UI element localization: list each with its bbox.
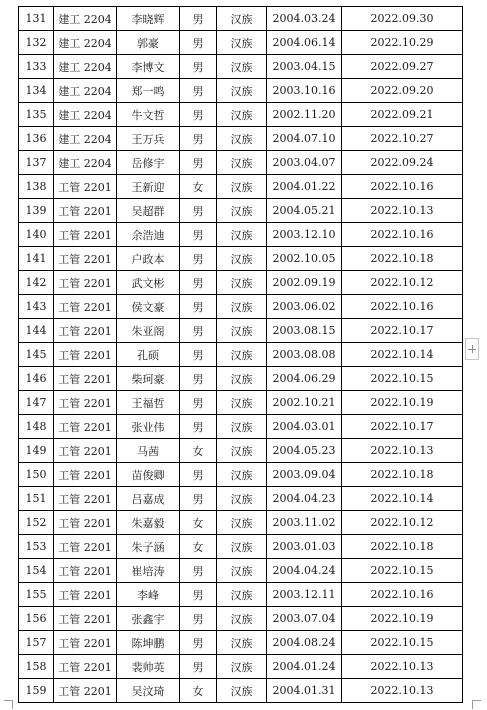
table-body <box>19 7 463 703</box>
ethnicity-cell: 汉族 <box>217 559 267 583</box>
birth-date-cell: 2004.01.22 <box>267 175 342 199</box>
class-cell: 工管 2201 <box>54 343 117 367</box>
row-number-cell: 155 <box>19 583 54 607</box>
row-number-cell: 158 <box>19 655 54 679</box>
row-number-cell: 159 <box>19 679 54 703</box>
birth-date-cell: 2003.08.15 <box>267 319 342 343</box>
table-row <box>19 655 463 679</box>
birth-date-cell: 2003.11.02 <box>267 511 342 535</box>
class-cell: 工管 2201 <box>54 511 117 535</box>
table-row <box>19 271 463 295</box>
class-cell: 工管 2201 <box>54 271 117 295</box>
birth-date-cell: 2003.10.16 <box>267 79 342 103</box>
class-cell: 工管 2201 <box>54 631 117 655</box>
birth-date-cell: 2003.06.02 <box>267 295 342 319</box>
gender-cell: 男 <box>180 247 217 271</box>
table-row <box>19 223 463 247</box>
class-cell: 工管 2201 <box>54 535 117 559</box>
table-row <box>19 319 463 343</box>
name-cell: 李晓辉 <box>117 7 180 31</box>
gender-cell: 女 <box>180 175 217 199</box>
gender-cell: 男 <box>180 55 217 79</box>
class-cell: 建工 2204 <box>54 31 117 55</box>
table-row <box>19 79 463 103</box>
class-cell: 工管 2201 <box>54 607 117 631</box>
birth-date-cell: 2002.09.19 <box>267 271 342 295</box>
gender-cell: 男 <box>180 391 217 415</box>
row-number-cell: 157 <box>19 631 54 655</box>
birth-date-cell: 2004.08.24 <box>267 631 342 655</box>
class-cell: 工管 2201 <box>54 559 117 583</box>
gender-cell: 男 <box>180 631 217 655</box>
join-date-cell: 2022.10.13 <box>342 679 463 703</box>
gender-cell: 男 <box>180 463 217 487</box>
birth-date-cell: 2004.05.21 <box>267 199 342 223</box>
join-date-cell: 2022.10.27 <box>342 127 463 151</box>
page-corner-mark-left <box>4 700 13 709</box>
class-cell: 工管 2201 <box>54 439 117 463</box>
name-cell: 户政本 <box>117 247 180 271</box>
row-number-cell: 132 <box>19 31 54 55</box>
join-date-cell: 2022.10.14 <box>342 487 463 511</box>
row-number-cell: 131 <box>19 7 54 31</box>
class-cell: 建工 2204 <box>54 151 117 175</box>
name-cell: 苗俊卿 <box>117 463 180 487</box>
ethnicity-cell: 汉族 <box>217 103 267 127</box>
name-cell: 崔培涛 <box>117 559 180 583</box>
join-date-cell: 2022.10.18 <box>342 535 463 559</box>
class-cell: 建工 2204 <box>54 7 117 31</box>
ethnicity-cell: 汉族 <box>217 79 267 103</box>
row-number-cell: 151 <box>19 487 54 511</box>
name-cell: 张鑫宇 <box>117 607 180 631</box>
ethnicity-cell: 汉族 <box>217 415 267 439</box>
row-number-cell: 143 <box>19 295 54 319</box>
class-cell: 工管 2201 <box>54 391 117 415</box>
gender-cell: 男 <box>180 271 217 295</box>
birth-date-cell: 2004.06.14 <box>267 31 342 55</box>
join-date-cell: 2022.09.30 <box>342 7 463 31</box>
join-date-cell: 2022.10.15 <box>342 367 463 391</box>
table-row <box>19 631 463 655</box>
gender-cell: 男 <box>180 103 217 127</box>
row-number-cell: 138 <box>19 175 54 199</box>
birth-date-cell: 2004.03.01 <box>267 415 342 439</box>
ethnicity-cell: 汉族 <box>217 199 267 223</box>
gender-cell: 女 <box>180 439 217 463</box>
table-row <box>19 607 463 631</box>
gender-cell: 女 <box>180 679 217 703</box>
gender-cell: 男 <box>180 31 217 55</box>
join-date-cell: 2022.10.16 <box>342 295 463 319</box>
table-row <box>19 7 463 31</box>
name-cell: 朱嘉毅 <box>117 511 180 535</box>
birth-date-cell: 2004.06.29 <box>267 367 342 391</box>
row-number-cell: 146 <box>19 367 54 391</box>
name-cell: 侯文豪 <box>117 295 180 319</box>
row-number-cell: 150 <box>19 463 54 487</box>
class-cell: 工管 2201 <box>54 415 117 439</box>
row-number-cell: 137 <box>19 151 54 175</box>
ethnicity-cell: 汉族 <box>217 583 267 607</box>
ethnicity-cell: 汉族 <box>217 463 267 487</box>
gender-cell: 男 <box>180 607 217 631</box>
table-row <box>19 463 463 487</box>
table-row <box>19 295 463 319</box>
join-date-cell: 2022.09.21 <box>342 103 463 127</box>
ethnicity-cell: 汉族 <box>217 55 267 79</box>
name-cell: 柴珂豪 <box>117 367 180 391</box>
table-row <box>19 103 463 127</box>
page-corner-mark-right <box>472 700 481 709</box>
ethnicity-cell: 汉族 <box>217 535 267 559</box>
table-row <box>19 583 463 607</box>
name-cell: 陈坤鹏 <box>117 631 180 655</box>
birth-date-cell: 2003.09.04 <box>267 463 342 487</box>
table-row <box>19 439 463 463</box>
table-row <box>19 391 463 415</box>
ethnicity-cell: 汉族 <box>217 247 267 271</box>
class-cell: 建工 2204 <box>54 103 117 127</box>
join-date-cell: 2022.10.12 <box>342 511 463 535</box>
row-number-cell: 139 <box>19 199 54 223</box>
join-date-cell: 2022.10.18 <box>342 463 463 487</box>
join-date-cell: 2022.09.27 <box>342 55 463 79</box>
join-date-cell: 2022.10.19 <box>342 391 463 415</box>
birth-date-cell: 2003.04.07 <box>267 151 342 175</box>
gender-cell: 男 <box>180 199 217 223</box>
row-number-cell: 136 <box>19 127 54 151</box>
student-table <box>18 6 463 703</box>
name-cell: 王万兵 <box>117 127 180 151</box>
join-date-cell: 2022.10.18 <box>342 247 463 271</box>
class-cell: 工管 2201 <box>54 319 117 343</box>
table-row <box>19 31 463 55</box>
table-row <box>19 535 463 559</box>
ethnicity-cell: 汉族 <box>217 7 267 31</box>
class-cell: 工管 2201 <box>54 247 117 271</box>
table-row <box>19 127 463 151</box>
class-cell: 建工 2204 <box>54 55 117 79</box>
join-date-cell: 2022.10.15 <box>342 631 463 655</box>
gender-cell: 男 <box>180 295 217 319</box>
ethnicity-cell: 汉族 <box>217 367 267 391</box>
ethnicity-cell: 汉族 <box>217 223 267 247</box>
name-cell: 郑一鸣 <box>117 79 180 103</box>
name-cell: 吴超群 <box>117 199 180 223</box>
join-date-cell: 2022.10.12 <box>342 271 463 295</box>
birth-date-cell: 2004.01.24 <box>267 655 342 679</box>
gender-cell: 女 <box>180 511 217 535</box>
class-cell: 工管 2201 <box>54 223 117 247</box>
birth-date-cell: 2002.11.20 <box>267 103 342 127</box>
name-cell: 张业伟 <box>117 415 180 439</box>
ethnicity-cell: 汉族 <box>217 31 267 55</box>
class-cell: 工管 2201 <box>54 487 117 511</box>
ethnicity-cell: 汉族 <box>217 319 267 343</box>
ethnicity-cell: 汉族 <box>217 343 267 367</box>
name-cell: 吕嘉成 <box>117 487 180 511</box>
join-date-cell: 2022.09.24 <box>342 151 463 175</box>
join-date-cell: 2022.10.13 <box>342 655 463 679</box>
join-date-cell: 2022.10.15 <box>342 559 463 583</box>
name-cell: 王福哲 <box>117 391 180 415</box>
class-cell: 工管 2201 <box>54 295 117 319</box>
row-number-cell: 153 <box>19 535 54 559</box>
gender-cell: 男 <box>180 223 217 247</box>
birth-date-cell: 2003.12.11 <box>267 583 342 607</box>
row-number-cell: 141 <box>19 247 54 271</box>
row-number-cell: 156 <box>19 607 54 631</box>
table-row <box>19 367 463 391</box>
table-row <box>19 175 463 199</box>
table-row <box>19 679 463 703</box>
join-date-cell: 2022.10.29 <box>342 31 463 55</box>
gender-cell: 女 <box>180 535 217 559</box>
name-cell: 李博文 <box>117 55 180 79</box>
row-number-cell: 149 <box>19 439 54 463</box>
row-number-cell: 133 <box>19 55 54 79</box>
class-cell: 工管 2201 <box>54 463 117 487</box>
name-cell: 李峰 <box>117 583 180 607</box>
name-cell: 郭豪 <box>117 31 180 55</box>
row-number-cell: 140 <box>19 223 54 247</box>
ethnicity-cell: 汉族 <box>217 151 267 175</box>
row-number-cell: 134 <box>19 79 54 103</box>
join-date-cell: 2022.09.20 <box>342 79 463 103</box>
table-row <box>19 415 463 439</box>
ethnicity-cell: 汉族 <box>217 607 267 631</box>
class-cell: 建工 2204 <box>54 79 117 103</box>
name-cell: 马茜 <box>117 439 180 463</box>
class-cell: 工管 2201 <box>54 199 117 223</box>
name-cell: 余浩迪 <box>117 223 180 247</box>
join-date-cell: 2022.10.13 <box>342 439 463 463</box>
table-row <box>19 559 463 583</box>
name-cell: 王新迎 <box>117 175 180 199</box>
birth-date-cell: 2003.01.03 <box>267 535 342 559</box>
name-cell: 裴帅英 <box>117 655 180 679</box>
birth-date-cell: 2002.10.05 <box>267 247 342 271</box>
name-cell: 孔硕 <box>117 343 180 367</box>
table-row <box>19 487 463 511</box>
gender-cell: 男 <box>180 7 217 31</box>
birth-date-cell: 2004.05.23 <box>267 439 342 463</box>
name-cell: 朱亚阁 <box>117 319 180 343</box>
birth-date-cell: 2003.07.04 <box>267 607 342 631</box>
add-row-button[interactable] <box>465 338 479 360</box>
gender-cell: 男 <box>180 367 217 391</box>
table-row <box>19 55 463 79</box>
ethnicity-cell: 汉族 <box>217 511 267 535</box>
join-date-cell: 2022.10.17 <box>342 319 463 343</box>
row-number-cell: 144 <box>19 319 54 343</box>
birth-date-cell: 2004.03.24 <box>267 7 342 31</box>
ethnicity-cell: 汉族 <box>217 679 267 703</box>
birth-date-cell: 2004.07.10 <box>267 127 342 151</box>
table-row <box>19 151 463 175</box>
birth-date-cell: 2004.04.24 <box>267 559 342 583</box>
ethnicity-cell: 汉族 <box>217 127 267 151</box>
birth-date-cell: 2003.04.15 <box>267 55 342 79</box>
ethnicity-cell: 汉族 <box>217 439 267 463</box>
gender-cell: 男 <box>180 319 217 343</box>
table-row <box>19 343 463 367</box>
class-cell: 工管 2201 <box>54 367 117 391</box>
gender-cell: 男 <box>180 343 217 367</box>
row-number-cell: 154 <box>19 559 54 583</box>
table-row <box>19 511 463 535</box>
table-row <box>19 199 463 223</box>
name-cell: 朱子涵 <box>117 535 180 559</box>
birth-date-cell: 2004.04.23 <box>267 487 342 511</box>
row-number-cell: 148 <box>19 415 54 439</box>
join-date-cell: 2022.10.19 <box>342 607 463 631</box>
row-number-cell: 147 <box>19 391 54 415</box>
name-cell: 岳修宇 <box>117 151 180 175</box>
class-cell: 工管 2201 <box>54 679 117 703</box>
class-cell: 工管 2201 <box>54 583 117 607</box>
birth-date-cell: 2003.08.08 <box>267 343 342 367</box>
gender-cell: 男 <box>180 127 217 151</box>
gender-cell: 男 <box>180 415 217 439</box>
ethnicity-cell: 汉族 <box>217 271 267 295</box>
name-cell: 牛文哲 <box>117 103 180 127</box>
row-number-cell: 152 <box>19 511 54 535</box>
gender-cell: 男 <box>180 655 217 679</box>
name-cell: 武文彬 <box>117 271 180 295</box>
gender-cell: 男 <box>180 79 217 103</box>
name-cell: 吴汶琦 <box>117 679 180 703</box>
birth-date-cell: 2003.12.10 <box>267 223 342 247</box>
ethnicity-cell: 汉族 <box>217 175 267 199</box>
join-date-cell: 2022.10.14 <box>342 343 463 367</box>
table-row <box>19 247 463 271</box>
ethnicity-cell: 汉族 <box>217 631 267 655</box>
class-cell: 工管 2201 <box>54 175 117 199</box>
ethnicity-cell: 汉族 <box>217 391 267 415</box>
row-number-cell: 145 <box>19 343 54 367</box>
join-date-cell: 2022.10.16 <box>342 175 463 199</box>
join-date-cell: 2022.10.16 <box>342 223 463 247</box>
class-cell: 工管 2201 <box>54 655 117 679</box>
class-cell: 建工 2204 <box>54 127 117 151</box>
birth-date-cell: 2004.01.31 <box>267 679 342 703</box>
gender-cell: 男 <box>180 583 217 607</box>
ethnicity-cell: 汉族 <box>217 655 267 679</box>
join-date-cell: 2022.10.17 <box>342 415 463 439</box>
gender-cell: 男 <box>180 559 217 583</box>
birth-date-cell: 2002.10.21 <box>267 391 342 415</box>
plus-icon <box>468 345 476 353</box>
join-date-cell: 2022.10.16 <box>342 583 463 607</box>
join-date-cell: 2022.10.13 <box>342 199 463 223</box>
row-number-cell: 135 <box>19 103 54 127</box>
row-number-cell: 142 <box>19 271 54 295</box>
gender-cell: 男 <box>180 487 217 511</box>
ethnicity-cell: 汉族 <box>217 295 267 319</box>
ethnicity-cell: 汉族 <box>217 487 267 511</box>
gender-cell: 男 <box>180 151 217 175</box>
